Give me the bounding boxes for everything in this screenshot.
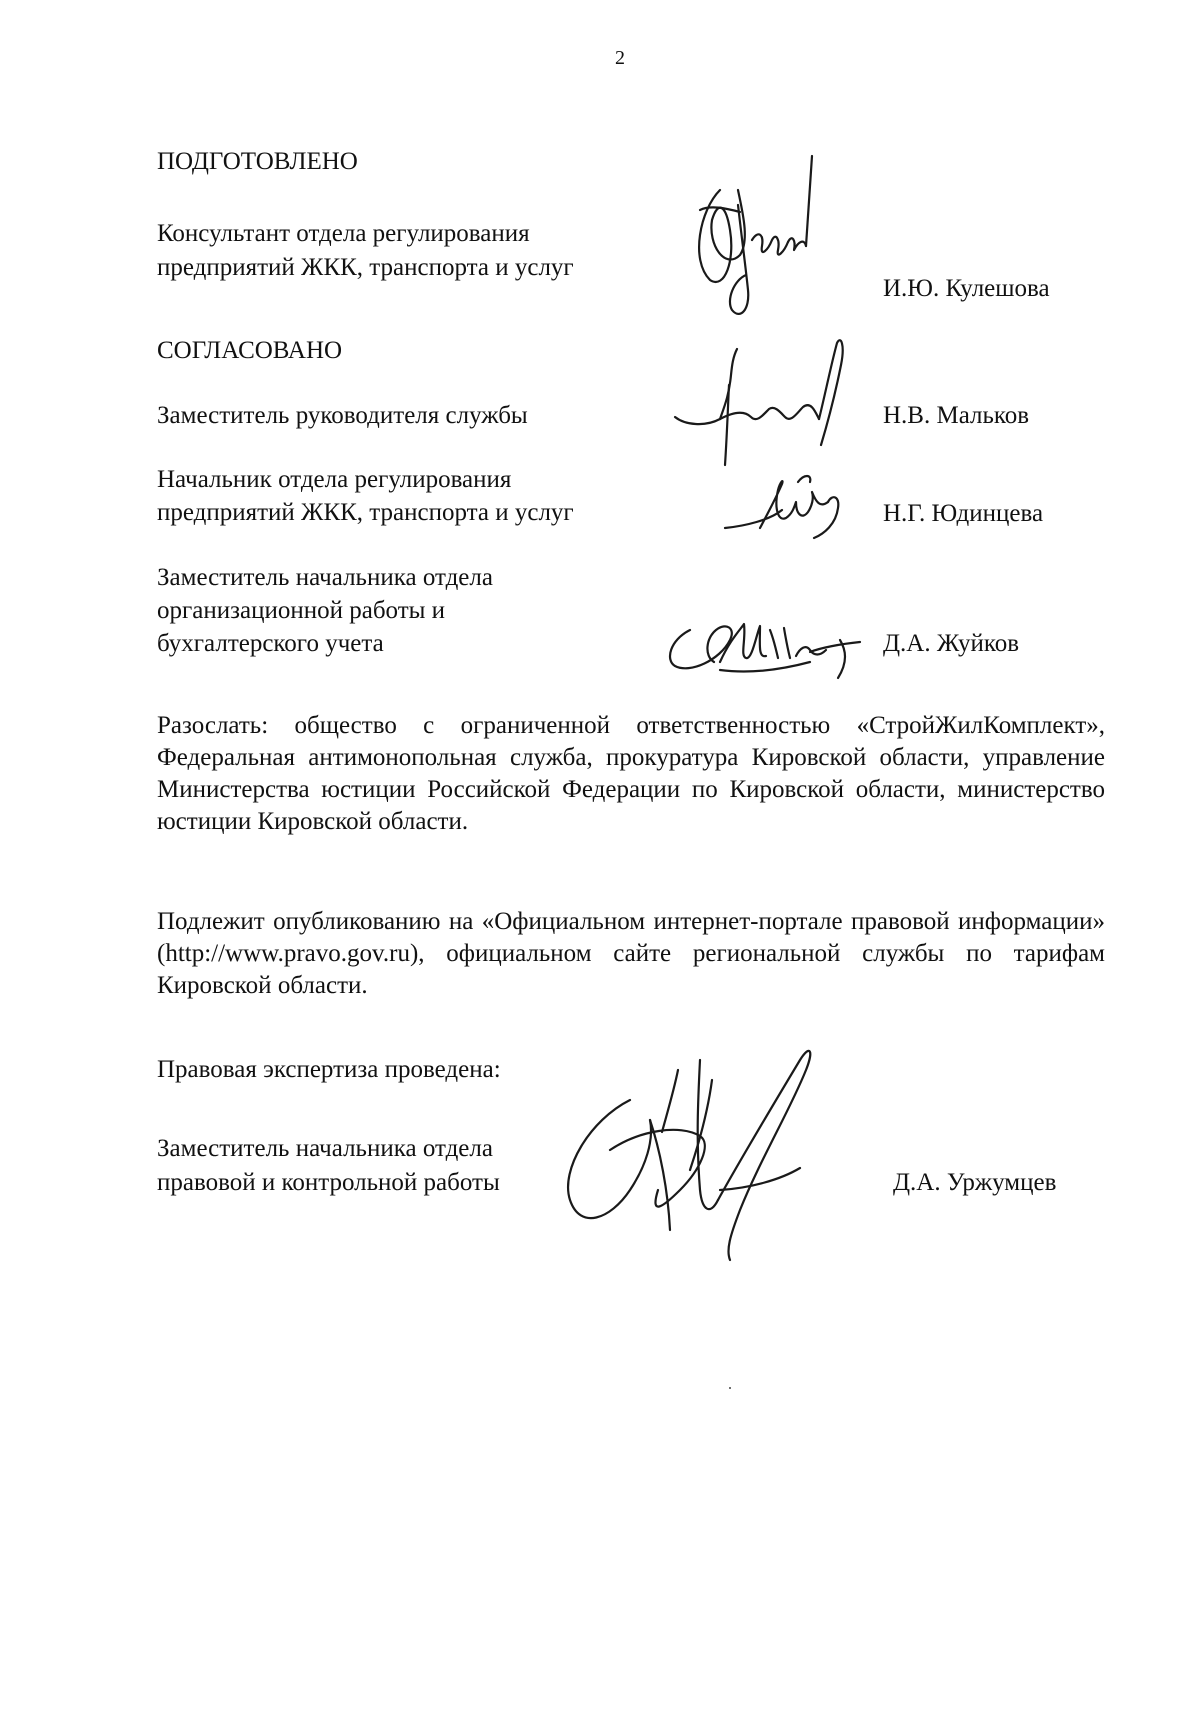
signature-urzhumtsev xyxy=(550,1040,890,1270)
legal-review-heading: Правовая экспертиза проведена: xyxy=(157,1056,501,1083)
agreed-signer-2-position-line1: Начальник отдела регулирования xyxy=(157,466,512,493)
agreed-signer-1-name: Н.В. Мальков xyxy=(883,402,1030,429)
prepared-position-line1: Консультант отдела регулирования xyxy=(157,220,530,247)
distribution-paragraph: Разослать: общество с ограниченной ответственностью «СтройЖилКомплект», Федеральная антимонопольная служба, прокуратура Кировской области, управление Министерства юстиции Российской Федерации по Кировской области, министерство юстиции Кировской области. xyxy=(157,712,1105,835)
publication-paragraph: Подлежит опубликованию на «Официальном интернет-портале правовой информации» (http://www.pravo.gov.ru), официальном сайте региональной службы по тарифам Кировской области. xyxy=(157,908,1105,999)
scan-speck xyxy=(729,1387,731,1389)
page-number: 2 xyxy=(615,47,625,69)
legal-review-position-line1: Заместитель начальника отдела xyxy=(157,1135,493,1162)
agreed-signer-3-name: Д.А. Жуйков xyxy=(883,630,1020,657)
signature-malkov xyxy=(665,335,865,475)
legal-review-position-line2: правовой и контрольной работы xyxy=(157,1169,500,1196)
signature-zhuikov xyxy=(660,600,870,690)
agreed-signer-3-position-line3: бухгалтерского учета xyxy=(157,630,384,657)
signature-yudintseva xyxy=(720,468,850,548)
agreed-signer-3-position-line1: Заместитель начальника отдела xyxy=(157,564,493,591)
agreed-signer-1-position: Заместитель руководителя службы xyxy=(157,402,528,429)
prepared-position-line2: предприятий ЖКК, транспорта и услуг xyxy=(157,254,574,281)
agreed-signer-2-position-line2: предприятий ЖКК, транспорта и услуг xyxy=(157,499,574,526)
prepared-heading: ПОДГОТОВЛЕНО xyxy=(157,148,358,175)
legal-review-name: Д.А. Уржумцев xyxy=(893,1169,1057,1196)
agreed-signer-3-position-line2: организационной работы и xyxy=(157,597,446,624)
agreed-signer-2-name: Н.Г. Юдинцева xyxy=(883,500,1044,527)
signature-kuleshova xyxy=(680,150,830,325)
prepared-name: И.Ю. Кулешова xyxy=(883,275,1050,302)
agreed-heading: СОГЛАСОВАНО xyxy=(157,337,343,364)
